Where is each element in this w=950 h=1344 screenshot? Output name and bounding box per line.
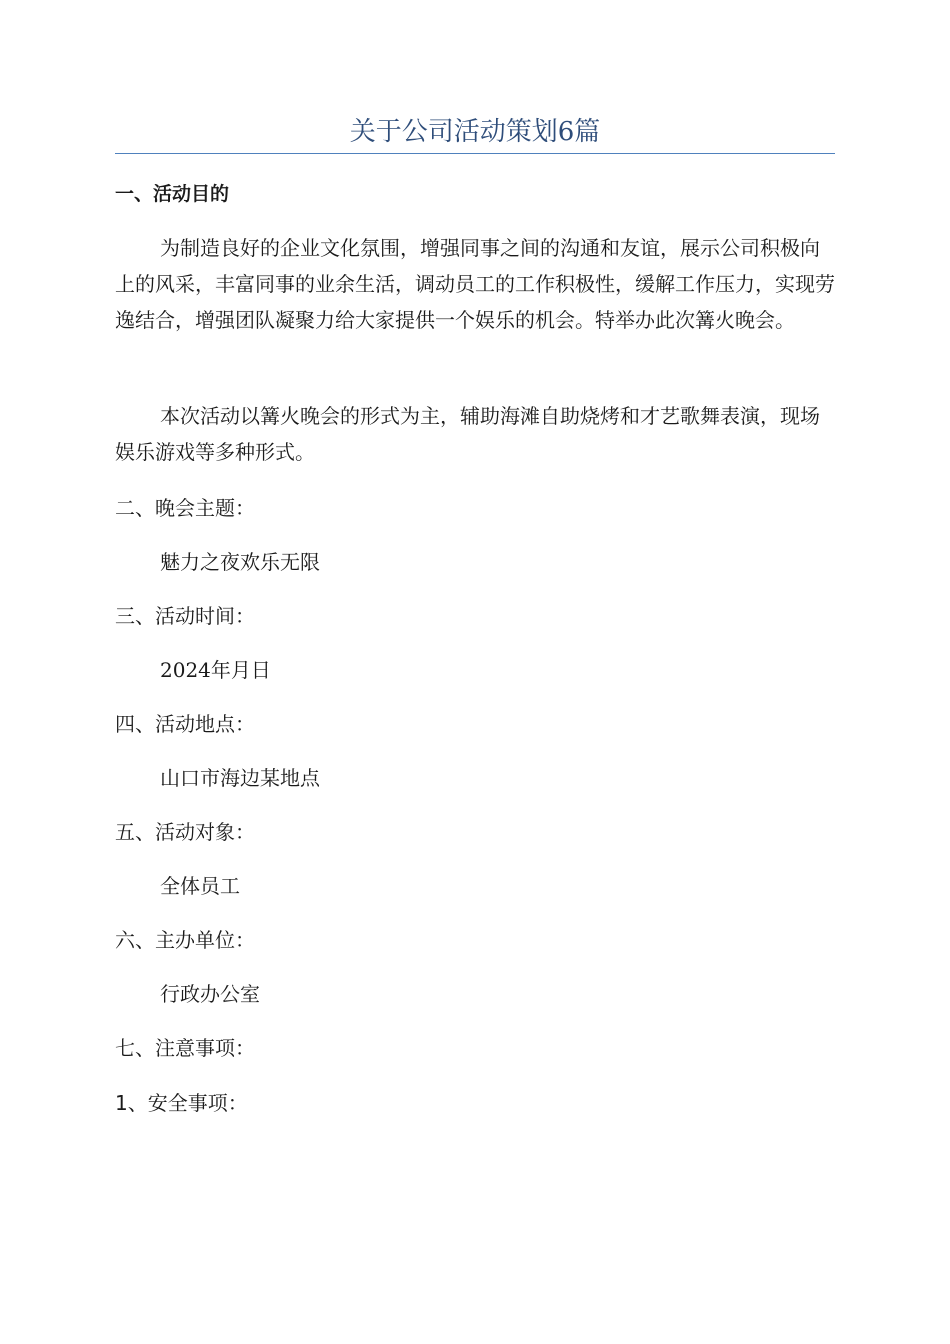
section2-heading: 二、晚会主题： [115,496,255,520]
item1-number: 1 [115,1091,128,1115]
item1-heading [115,1085,835,1121]
section3-value: 2024年月日 [160,658,271,682]
section7-heading: 七、注意事项： [115,1036,255,1060]
section1-heading: 一、活动目的 [115,183,230,205]
item1-label: 、安全事项： [127,1091,248,1115]
section5-heading: 五、活动对象： [115,820,255,844]
title-underline [115,153,835,154]
section1-paragraph-1: 为制造良好的企业文化氛围，增强同事之间的沟通和友谊，展示公司积极向上的风采，丰富同事的业余生活，调动员工的工作积极性，缓解工作压力，实现劳逸结合，增强团队凝聚力给大家提供一个娱乐的机会。特举办此次篝火晚会。 [115,236,835,332]
document-title: 关于公司活动策划6篇 [349,117,601,147]
section3-heading: 三、活动时间： [115,604,255,628]
section2-value: 魅力之夜欢乐无限 [160,550,320,574]
section4-value: 山口市海边某地点 [160,766,320,790]
section6-value: 行政办公室 [160,982,260,1006]
section1-paragraph-2: 本次活动以篝火晚会的形式为主，辅助海滩自助烧烤和才艺歌舞表演，现场娱乐游戏等多种形式。 [115,404,820,464]
section4-heading: 四、活动地点： [115,712,255,736]
section6-heading: 六、主办单位： [115,928,255,952]
section5-value: 全体员工 [160,874,240,898]
